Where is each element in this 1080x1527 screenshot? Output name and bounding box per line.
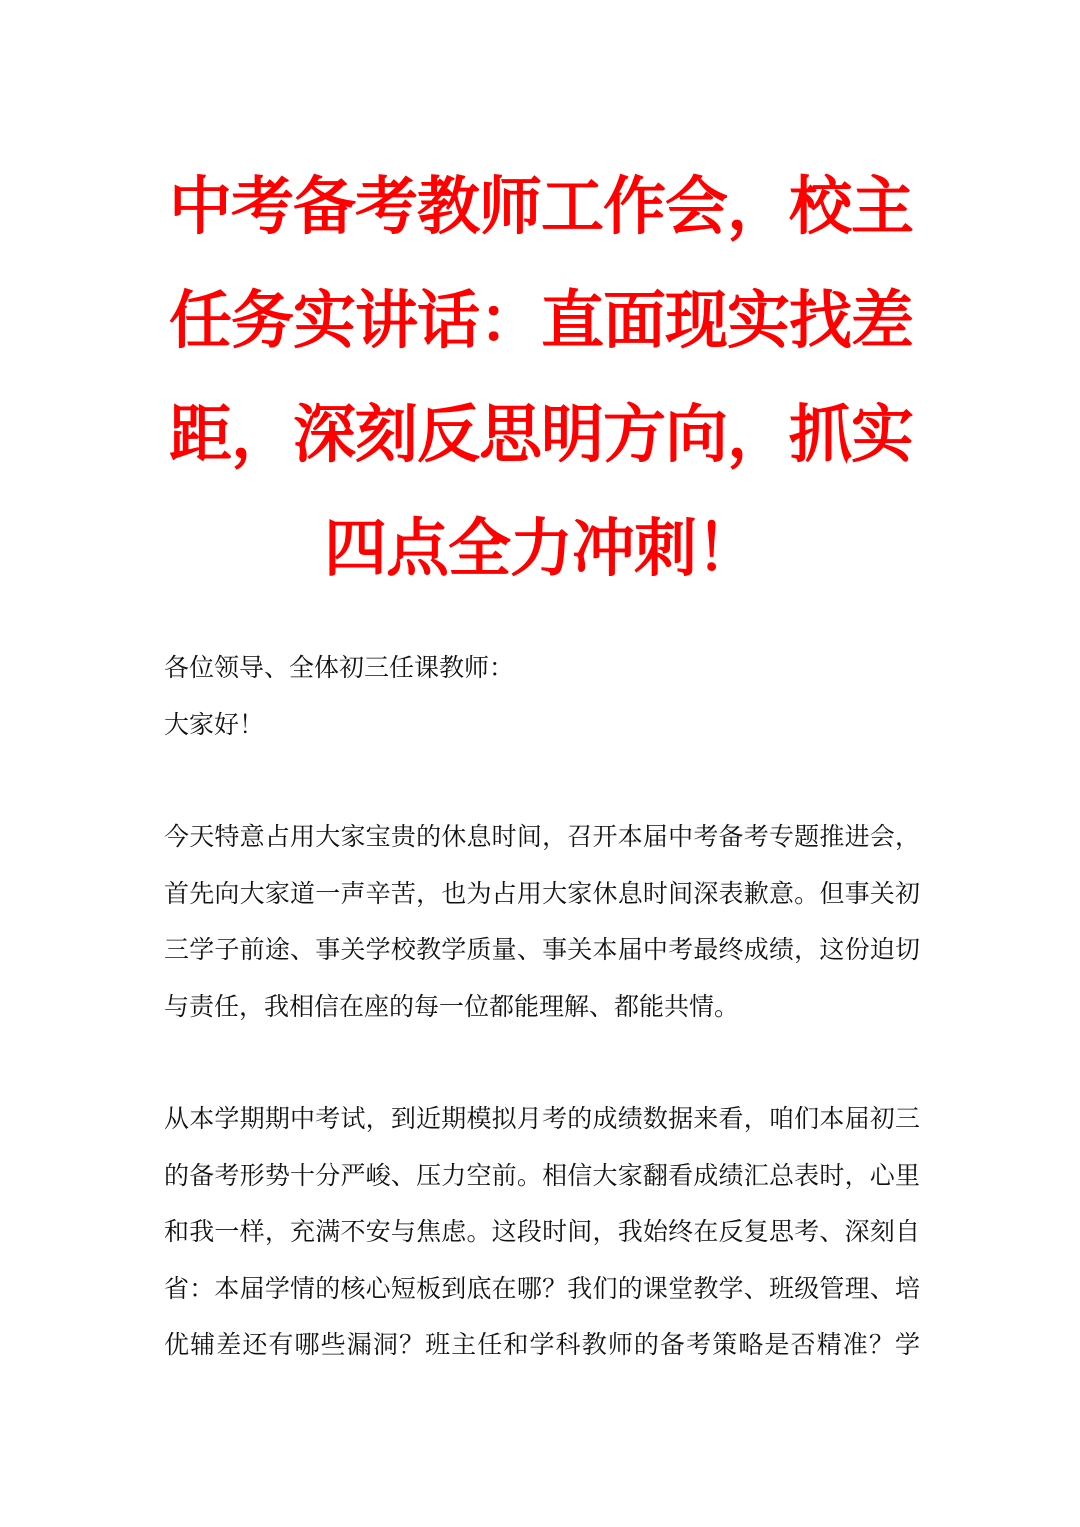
paragraph-line: 首先向大家道一声辛苦，也为占用大家休息时间深表歉意。但事关初 (164, 878, 920, 908)
title-line: 中考备考教师工作会，校主 (169, 170, 913, 243)
paragraph-line: 省：本届学情的核心短板到底在哪？我们的课堂教学、班级管理、培 (164, 1273, 920, 1303)
title-line: 距，深刻反思明方向，抓实 (169, 398, 913, 471)
paragraph-line: 从本学期期中考试，到近期模拟月考的成绩数据来看，咱们本届初三 (164, 1104, 920, 1133)
article-title (163, 150, 919, 606)
title-line: 四点全力冲刺！ (324, 512, 758, 585)
paragraph-line: 优辅差还有哪些漏洞？班主任和学科教师的备考策略是否精准？学 (164, 1330, 920, 1359)
paragraph-line: 与责任，我相信在座的每一位都能理解、都能共情。 (164, 991, 740, 1021)
paragraph-line: 和我一样，充满不安与焦虑。这段时间，我始终在反复思考、深刻自 (164, 1217, 920, 1246)
paragraph-1 (164, 809, 920, 1035)
title-line: 任务实讲话：直面现实找差 (169, 284, 913, 357)
paragraph-2 (164, 1091, 920, 1374)
salutation (164, 640, 920, 753)
paragraph-line: 的备考形势十分严峻、压力空前。相信大家翻看成绩汇总表时，心里 (164, 1160, 920, 1190)
paragraph-line: 今天特意占用大家宝贵的休息时间，召开本届中考备考专题推进会， (164, 822, 920, 851)
hello-line: 大家好！ (164, 709, 265, 739)
greeting-line: 各位领导、全体初三任课教师： (164, 653, 515, 682)
paragraph-line: 三学子前途、事关学校教学质量、事关本届中考最终成绩，这份迫切 (164, 935, 920, 964)
